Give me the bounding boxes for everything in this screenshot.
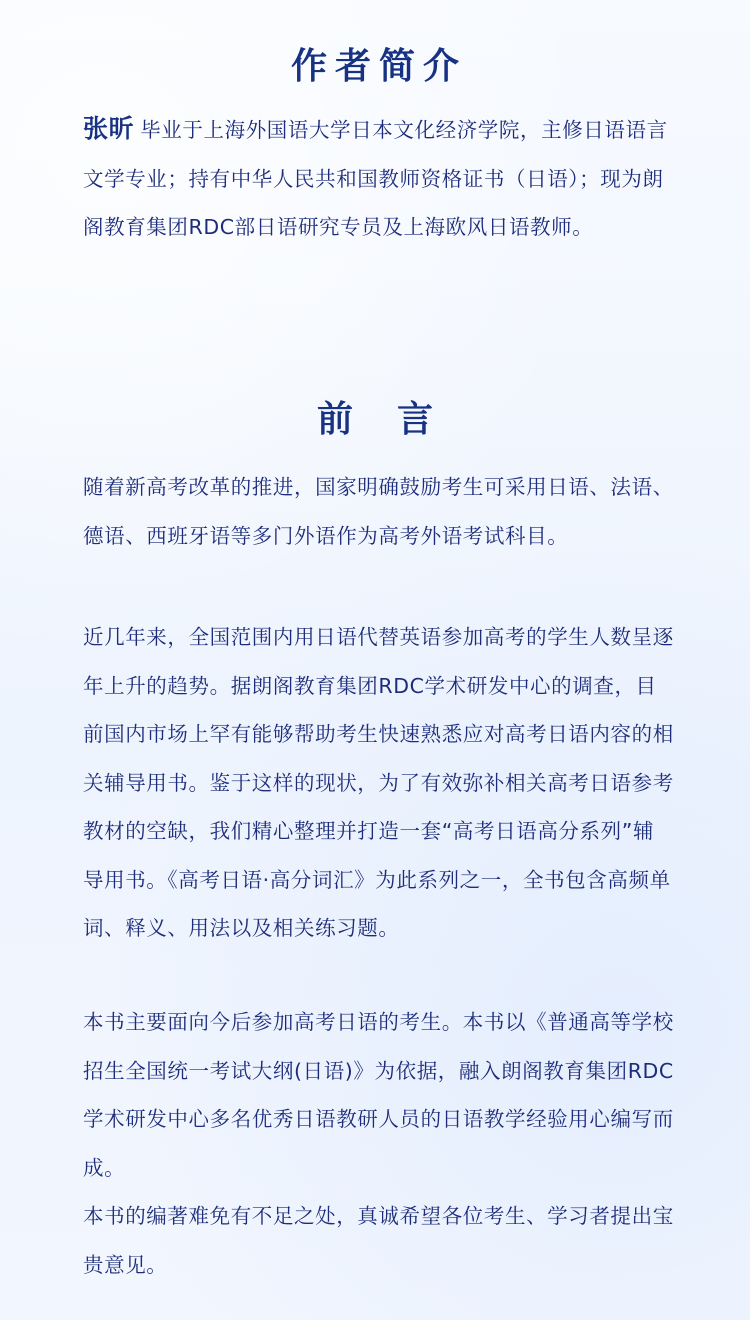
preface-paragraph-2: 近几年来，全国范围内用日语代替英语参加高考的学生人数呈逐年上升的趋势。据朗阁教育集团RDC学术研发中心的调查，目前国内市场上罕有能够帮助考生快速熟悉应对高考日语内容的相关辅导用书。鉴于这样的现状，为了有效弥补相关高考日语参考教材的空缺，我们精心整理并打造一套“高考日语高分系列”辅导用书。《高考日语·高分词汇》为此系列之一，全书包含高频单词、释义、用法以及相关练习题。 — [83, 625, 674, 940]
preface-section-title: 前言 — [316, 399, 477, 440]
preface-paragraph-1: 随着新高考改革的推进，国家明确鼓励考生可采用日语、法语、德语、西班牙语等多门外语作为高考外语考试科目。 — [83, 475, 674, 548]
preface-paragraph-4: 本书的编著难免有不足之处，真诚希望各位考生、学习者提出宝贵意见。 — [83, 1204, 674, 1277]
author-bio-text: 毕业于上海外国语大学日本文化经济学院，主修日语语言文学专业；持有中华人民共和国教师资格证书（日语）；现为朗阁教育集团RDC部日语研究专员及上海欧风日语教师。 — [83, 118, 668, 239]
author-section-title: 作者简介 — [290, 46, 467, 87]
preface-paragraph-3: 本书主要面向今后参加高考日语的考生。本书以《普通高等学校招生全国统一考试大纲(日语)》为依据，融入朗阁教育集团RDC学术研发中心多名优秀日语教研人员的日语教学经验用心编写而成。 — [83, 1010, 674, 1180]
author-name: 张昕 — [83, 114, 135, 143]
author-bio-block — [83, 105, 675, 252]
